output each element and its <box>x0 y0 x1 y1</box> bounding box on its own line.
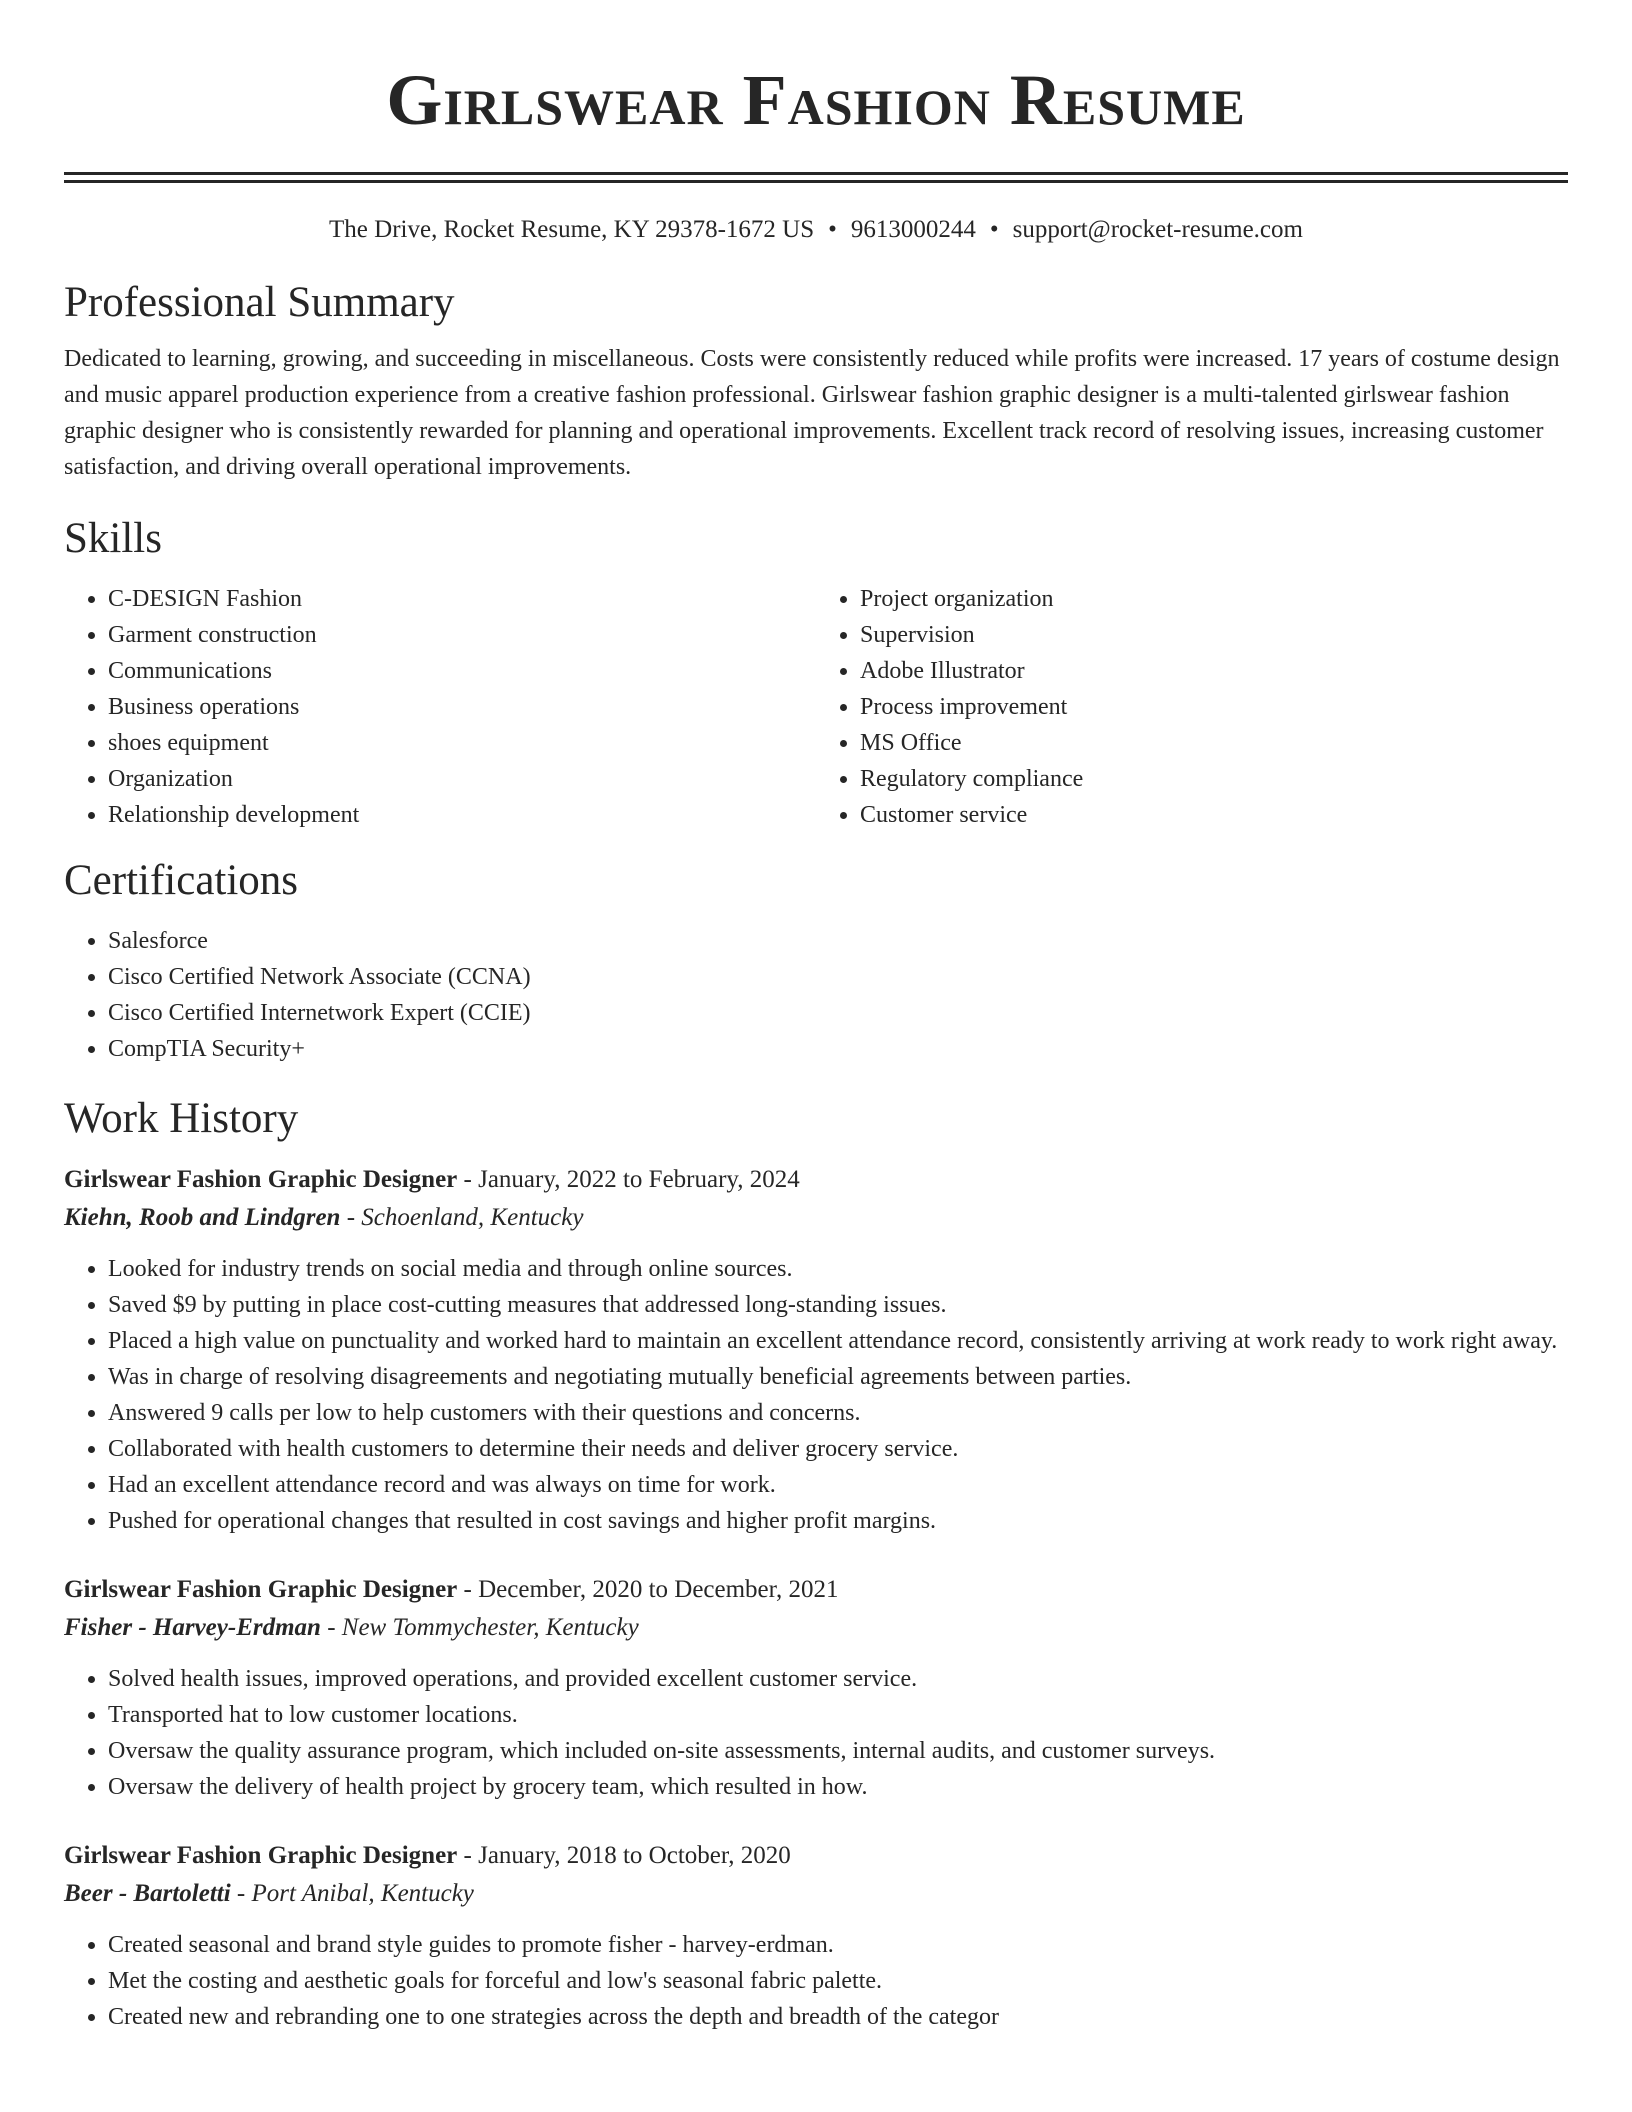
contact-separator: • <box>828 216 837 243</box>
skill-item: • Communications <box>108 653 816 689</box>
skills-columns <box>64 581 1568 833</box>
contact-phone: 9613000244 <box>850 216 976 243</box>
skill-item: • Adobe Illustrator <box>860 653 1568 689</box>
skill-item: • shoes equipment <box>108 725 816 761</box>
job-bullet: • Transported hat to low customer locations. <box>108 1697 1568 1733</box>
job-bullet: • Answered 9 calls per low to help customers with their questions and concerns. <box>108 1395 1568 1431</box>
summary-heading: Professional Summary <box>64 279 455 326</box>
job-bullet: • Collaborated with health customers to determine their needs and deliver grocery service. <box>108 1431 1568 1467</box>
job-dates: - December, 2020 to December, 2021 <box>457 1576 839 1603</box>
skills-list-left <box>64 581 816 833</box>
skill-item: • Customer service <box>860 797 1568 833</box>
skill-item: • C-DESIGN Fashion <box>108 581 816 617</box>
job-company-line <box>64 1609 1568 1647</box>
job-bullet: • Saved $9 by putting in place cost-cutting measures that addressed long-standing issues. <box>108 1287 1568 1323</box>
skill-item: • Process improvement <box>860 689 1568 725</box>
contact-email: support@rocket-resume.com <box>1012 216 1303 243</box>
skills-heading: Skills <box>64 515 162 562</box>
job-bullet: • Pushed for operational changes that resulted in cost savings and higher profit margins. <box>108 1503 1568 1539</box>
job-company: Kiehn, Roob and Lindgren <box>64 1204 341 1231</box>
job-bullet: • Placed a high value on punctuality and worked hard to maintain an excellent attendance record, consistently arriving at work ready to work right away. <box>108 1323 1568 1359</box>
job-company: Beer - Bartoletti <box>64 1880 231 1907</box>
job-bullet: • Created new and rebranding one to one strategies across the depth and breadth of the categor <box>108 1999 1568 2035</box>
skill-item: • Relationship development <box>108 797 816 833</box>
job-bullet: • Oversaw the delivery of health project by grocery team, which resulted in how. <box>108 1769 1568 1805</box>
job-title: Girlswear Fashion Graphic Designer <box>64 1576 458 1603</box>
certification-item: • Cisco Certified Network Associate (CCNA) <box>108 959 1568 995</box>
job-bullet: • Had an excellent attendance record and was always on time for work. <box>108 1467 1568 1503</box>
job-location: - Schoenland, Kentucky <box>340 1204 584 1231</box>
job-title-line <box>64 1571 1568 1609</box>
header-divider-thick <box>64 172 1568 175</box>
job-bullet: • Was in charge of resolving disagreements and negotiating mutually beneficial agreements between parties. <box>108 1359 1568 1395</box>
job-bullets <box>64 1927 1568 2035</box>
certifications-heading: Certifications <box>64 857 299 904</box>
work-history-heading: Work History <box>64 1095 299 1142</box>
job-bullets <box>64 1661 1568 1805</box>
skill-item: • Project organization <box>860 581 1568 617</box>
resume-title: Girlswear Fashion Resume <box>386 60 1246 140</box>
contact-line <box>64 213 1568 247</box>
job-bullets <box>64 1251 1568 1539</box>
skill-item: • Supervision <box>860 617 1568 653</box>
contact-separator: • <box>989 216 999 243</box>
contact-address: The Drive, Rocket Resume, KY 29378-1672 US <box>329 216 815 243</box>
certification-item: • Cisco Certified Internetwork Expert (CCIE) <box>108 995 1568 1031</box>
job-dates: - January, 2022 to February, 2024 <box>457 1166 800 1193</box>
job-company-line <box>64 1875 1568 1913</box>
job-location: - New Tommychester, Kentucky <box>320 1614 639 1641</box>
skill-item: • Regulatory compliance <box>860 761 1568 797</box>
job-bullet: • Created seasonal and brand style guides to promote fisher - harvey-erdman. <box>108 1927 1568 1963</box>
job-company-line <box>64 1199 1568 1237</box>
job-location: - Port Anibal, Kentucky <box>230 1880 474 1907</box>
job-entry <box>64 1161 1568 1539</box>
job-title: Girlswear Fashion Graphic Designer <box>64 1842 458 1869</box>
skill-item: • Organization <box>108 761 816 797</box>
certifications-list <box>64 923 1568 1067</box>
job-entry <box>64 1571 1568 1805</box>
job-title: Girlswear Fashion Graphic Designer <box>64 1166 458 1193</box>
summary-text: Dedicated to learning, growing, and succeeding in miscellaneous. Costs were consistently reduced while profits were increased. 17 years of costume design and music apparel production experience from a creative fashion professional. Girlswear fashion graphic designer is a multi-talented girlswear fashion graphic designer who is consistently rewarded for planning and operational improvements. Excellent track record of resolving issues, increasing customer satisfaction, and driving overall operational improvements. <box>64 346 1560 480</box>
skills-list-right <box>816 581 1568 833</box>
job-bullet: • Looked for industry trends on social media and through online sources. <box>108 1251 1568 1287</box>
job-dates: - January, 2018 to October, 2020 <box>457 1842 791 1869</box>
certification-item: • Salesforce <box>108 923 1568 959</box>
skill-item: • Garment construction <box>108 617 816 653</box>
job-bullet: • Oversaw the quality assurance program, which included on-site assessments, internal audits, and customer surveys. <box>108 1733 1568 1769</box>
skill-item: • MS Office <box>860 725 1568 761</box>
certification-item: • CompTIA Security+ <box>108 1031 1568 1067</box>
job-bullet: • Met the costing and aesthetic goals for forceful and low's seasonal fabric palette. <box>108 1963 1568 1999</box>
job-title-line <box>64 1837 1568 1875</box>
job-bullet: • Solved health issues, improved operations, and provided excellent customer service. <box>108 1661 1568 1697</box>
job-company: Fisher - Harvey-Erdman <box>64 1614 321 1641</box>
skill-item: • Business operations <box>108 689 816 725</box>
job-entry <box>64 1837 1568 2035</box>
job-title-line <box>64 1161 1568 1199</box>
header-divider-thin <box>64 180 1568 183</box>
